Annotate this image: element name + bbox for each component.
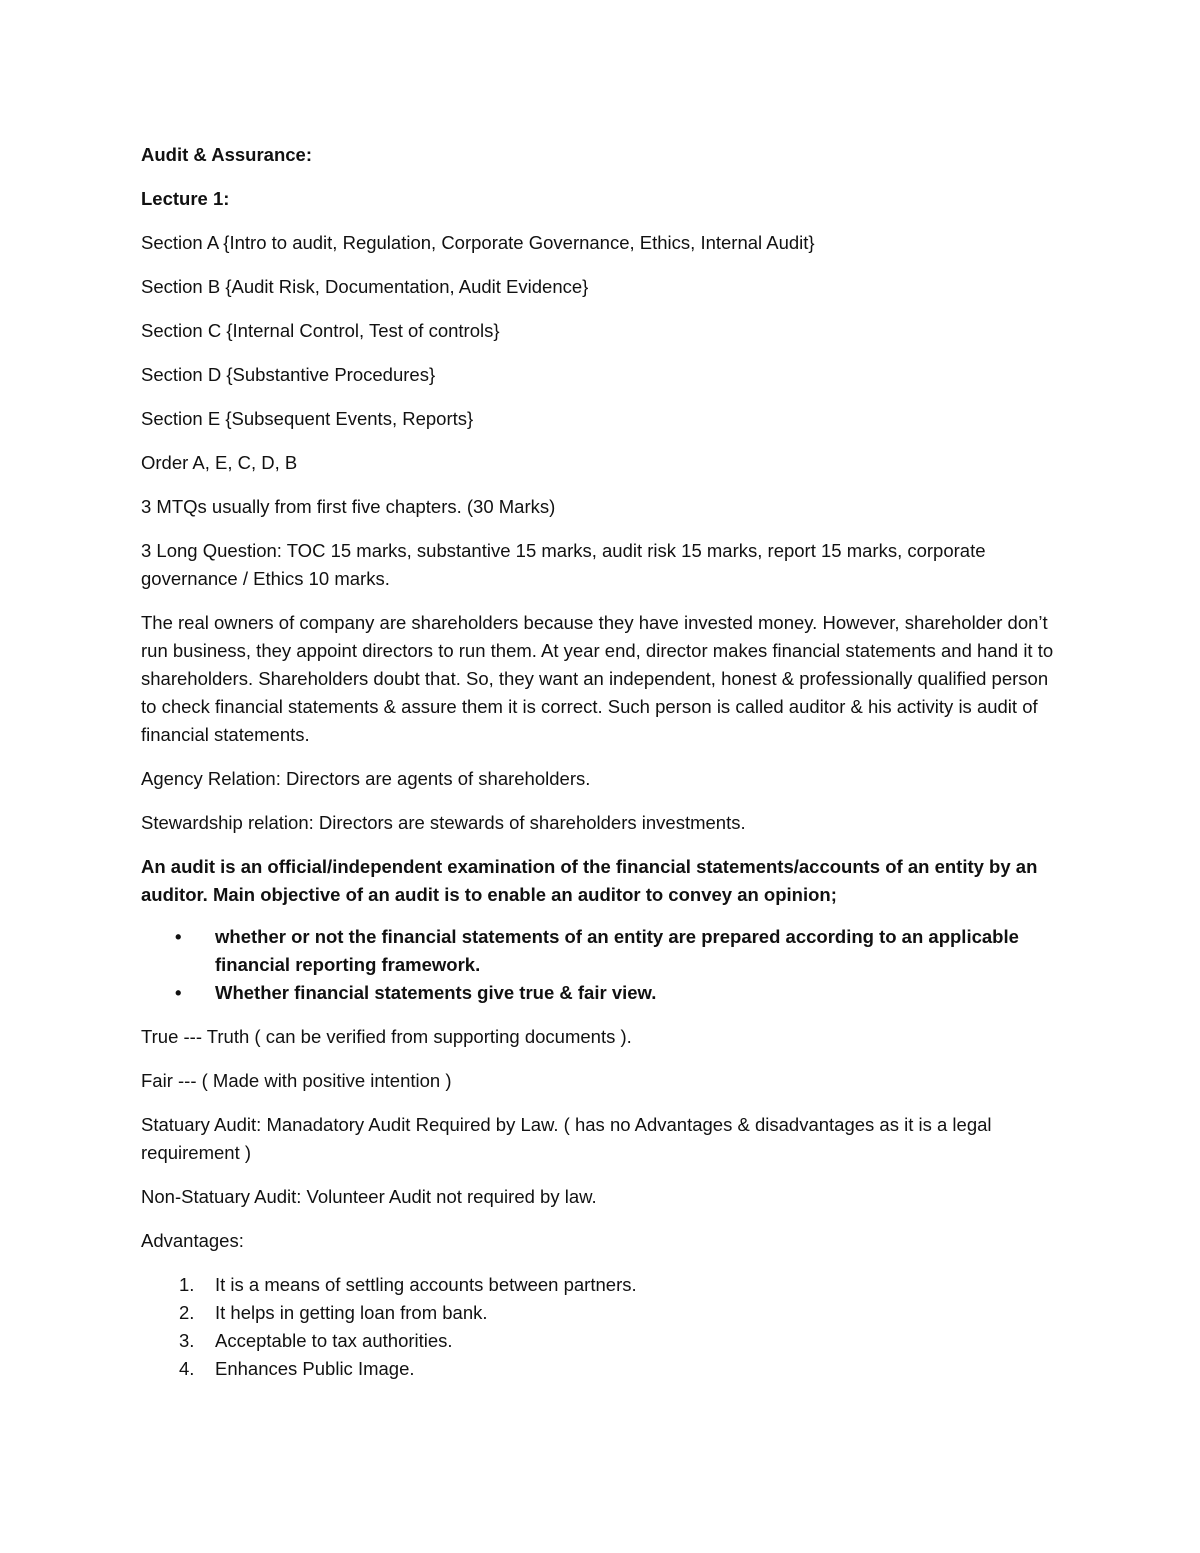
mtqs-line: 3 MTQs usually from first five chapters. (30 Marks)	[141, 496, 556, 517]
order-line: Order A, E, C, D, B	[141, 452, 298, 473]
section-b: Section B {Audit Risk, Documentation, Audit Evidence}	[141, 276, 589, 297]
advantage-item	[141, 1299, 1061, 1327]
advantage-number: 4.	[179, 1358, 195, 1379]
owners-paragraph: The real owners of company are shareholders because they have invested money. However, shareholder don’t run business, they appoint directors to run them. At year end, director makes financial statements and hand it to shareholders. Shareholders doubt that. So, they want an independent, honest & professionally qualified person to check financial statements & assure them it is correct. Such person is called auditor & his activity is audit of financial statements.	[141, 612, 1054, 745]
opinion-bullet-list	[141, 923, 1061, 1007]
advantage-number: 2.	[179, 1302, 195, 1323]
bullet-text: Whether financial statements give true & fair view.	[215, 982, 657, 1003]
advantage-item	[141, 1271, 1061, 1299]
section-c: Section C {Internal Control, Test of controls}	[141, 320, 500, 341]
document-body	[141, 141, 1061, 1383]
advantage-text: It is a means of settling accounts between partners.	[215, 1274, 637, 1295]
fair-definition: Fair --- ( Made with positive intention )	[141, 1070, 452, 1091]
section-d: Section D {Substantive Procedures}	[141, 364, 436, 385]
stewardship-relation: Stewardship relation: Directors are stewards of shareholders investments.	[141, 812, 746, 833]
audit-definition: An audit is an official/independent examination of the financial statements/accounts of an entity by an auditor. Main objective of an audit is to enable an auditor to convey an opinion;	[141, 856, 1038, 905]
advantages-list	[141, 1271, 1061, 1383]
document-title: Audit & Assurance:	[141, 144, 312, 165]
advantage-text: Acceptable to tax authorities.	[215, 1330, 453, 1351]
lecture-heading: Lecture 1:	[141, 188, 230, 209]
advantage-item	[141, 1355, 1061, 1383]
bullet-item	[141, 923, 1061, 979]
advantage-text: It helps in getting loan from bank.	[215, 1302, 488, 1323]
advantage-text: Enhances Public Image.	[215, 1358, 415, 1379]
non-statutory-audit: Non-Statuary Audit: Volunteer Audit not required by law.	[141, 1186, 597, 1207]
bullet-text: whether or not the financial statements of an entity are prepared according to an applicable financial reporting framework.	[215, 926, 1019, 975]
advantage-number: 1.	[179, 1274, 195, 1295]
advantage-number: 3.	[179, 1330, 195, 1351]
bullet-marker: •	[175, 926, 182, 947]
agency-relation: Agency Relation: Directors are agents of shareholders.	[141, 768, 591, 789]
bullet-marker: •	[175, 982, 182, 1003]
statutory-audit: Statuary Audit: Manadatory Audit Required by Law. ( has no Advantages & disadvantages as it is a legal requirement )	[141, 1114, 992, 1163]
advantages-label: Advantages:	[141, 1230, 244, 1251]
bullet-item	[141, 979, 1061, 1007]
advantage-item	[141, 1327, 1061, 1355]
true-definition: True --- Truth ( can be verified from supporting documents ).	[141, 1026, 632, 1047]
section-e: Section E {Subsequent Events, Reports}	[141, 408, 474, 429]
long-question-para: 3 Long Question: TOC 15 marks, substantive 15 marks, audit risk 15 marks, report 15 marks, corporate governance / Ethics 10 marks.	[141, 540, 986, 589]
section-a: Section A {Intro to audit, Regulation, Corporate Governance, Ethics, Internal Audit}	[141, 232, 815, 253]
